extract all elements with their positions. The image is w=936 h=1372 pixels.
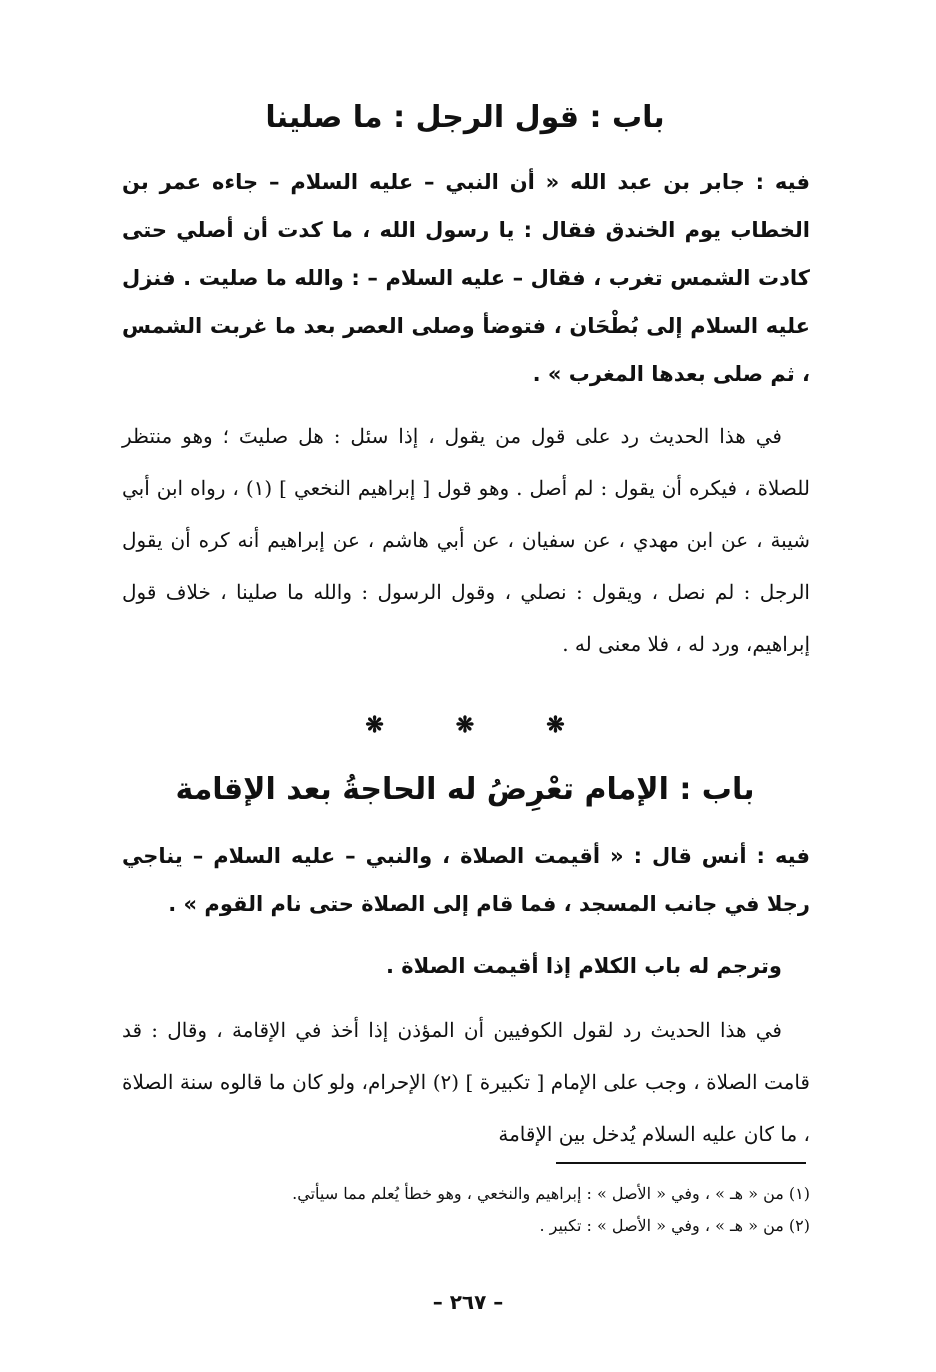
star-ornament-icon: ❋ — [546, 712, 565, 738]
star-ornament-icon: ❋ — [455, 712, 475, 738]
footnote-2: (٢) من « هـ » ، وفي « الأصل » : تكبير . — [539, 1216, 810, 1235]
footnote-divider — [556, 1162, 806, 1164]
hadith-anas-text: فيه : أنس قال : « أقيمت الصلاة ، والنبي – عليه السلام – يناجي رجلا في جانب المسجد ، فما قام إلى الصلاة حتى نام القوم » . — [122, 844, 810, 916]
footnote-1: (١) من « هـ » ، وفي « الأصل » : إبراهيم والنخعي ، وهو خطأ يُعلم مما سيأتي. — [292, 1184, 810, 1203]
page-number: – ٢٦٧ – — [432, 1290, 504, 1314]
hadith-jabir-text: فيه : جابر بن عبد الله « أن النبي – عليه السلام – جاءه عمر بن الخطاب يوم الخندق فقال : يا رسول الله ، ما كدت أن أصلي حتى كادت الشمس تغرب ، فقال – عليه السلام – : والله ما صليت . فنزل عليه السلام إلى بُطْحَان ، فتوضأ وصلى العصر بعد ما غربت الشمس ، ثم صلى بعدها المغرب » . — [122, 170, 810, 386]
star-ornament-icon: ❋ — [365, 712, 384, 738]
section-separator — [120, 712, 810, 738]
chapter-title-imam-need-after-iqama: باب : الإمام تعْرِضُ له الحاجةُ بعد الإقامة — [175, 772, 755, 807]
chapter-heading-note: وترجم له باب الكلام إذا أقيمت الصلاة . — [385, 954, 782, 978]
chapter-title-saying-we-did-not-pray: باب : قول الرجل : ما صلينا — [265, 100, 665, 135]
commentary-paragraph-1: في هذا الحديث رد على قول من يقول ، إذا سئل : هل صليتَ ؛ وهو منتظر للصلاة ، فيكره أن يقول : لم أصل . وهو قول [ إبراهيم النخعي ] (١) ، رواه ابن أبي شيبة ، عن ابن مهدي ، عن سفيان ، عن أبي هاشم ، عن إبراهيم أنه كره أن يقول الرجل : لم نصل ، ويقول : نصلي ، وقول الرسول : والله ما صلينا ، خلاف قول إبراهيم، ورد له ، فلا معنى له . — [122, 424, 810, 656]
footnotes — [122, 1178, 810, 1242]
commentary-paragraph-2: في هذا الحديث رد لقول الكوفيين أن المؤذن إذا أخذ في الإقامة ، وقال : قد قامت الصلاة ، وجب على الإمام [ تكبيرة ] (٢) الإحرام، ولو كان ما قالوه سنة الصلاة ، ما كان عليه السلام يُدخل بين الإقامة — [122, 1018, 810, 1146]
